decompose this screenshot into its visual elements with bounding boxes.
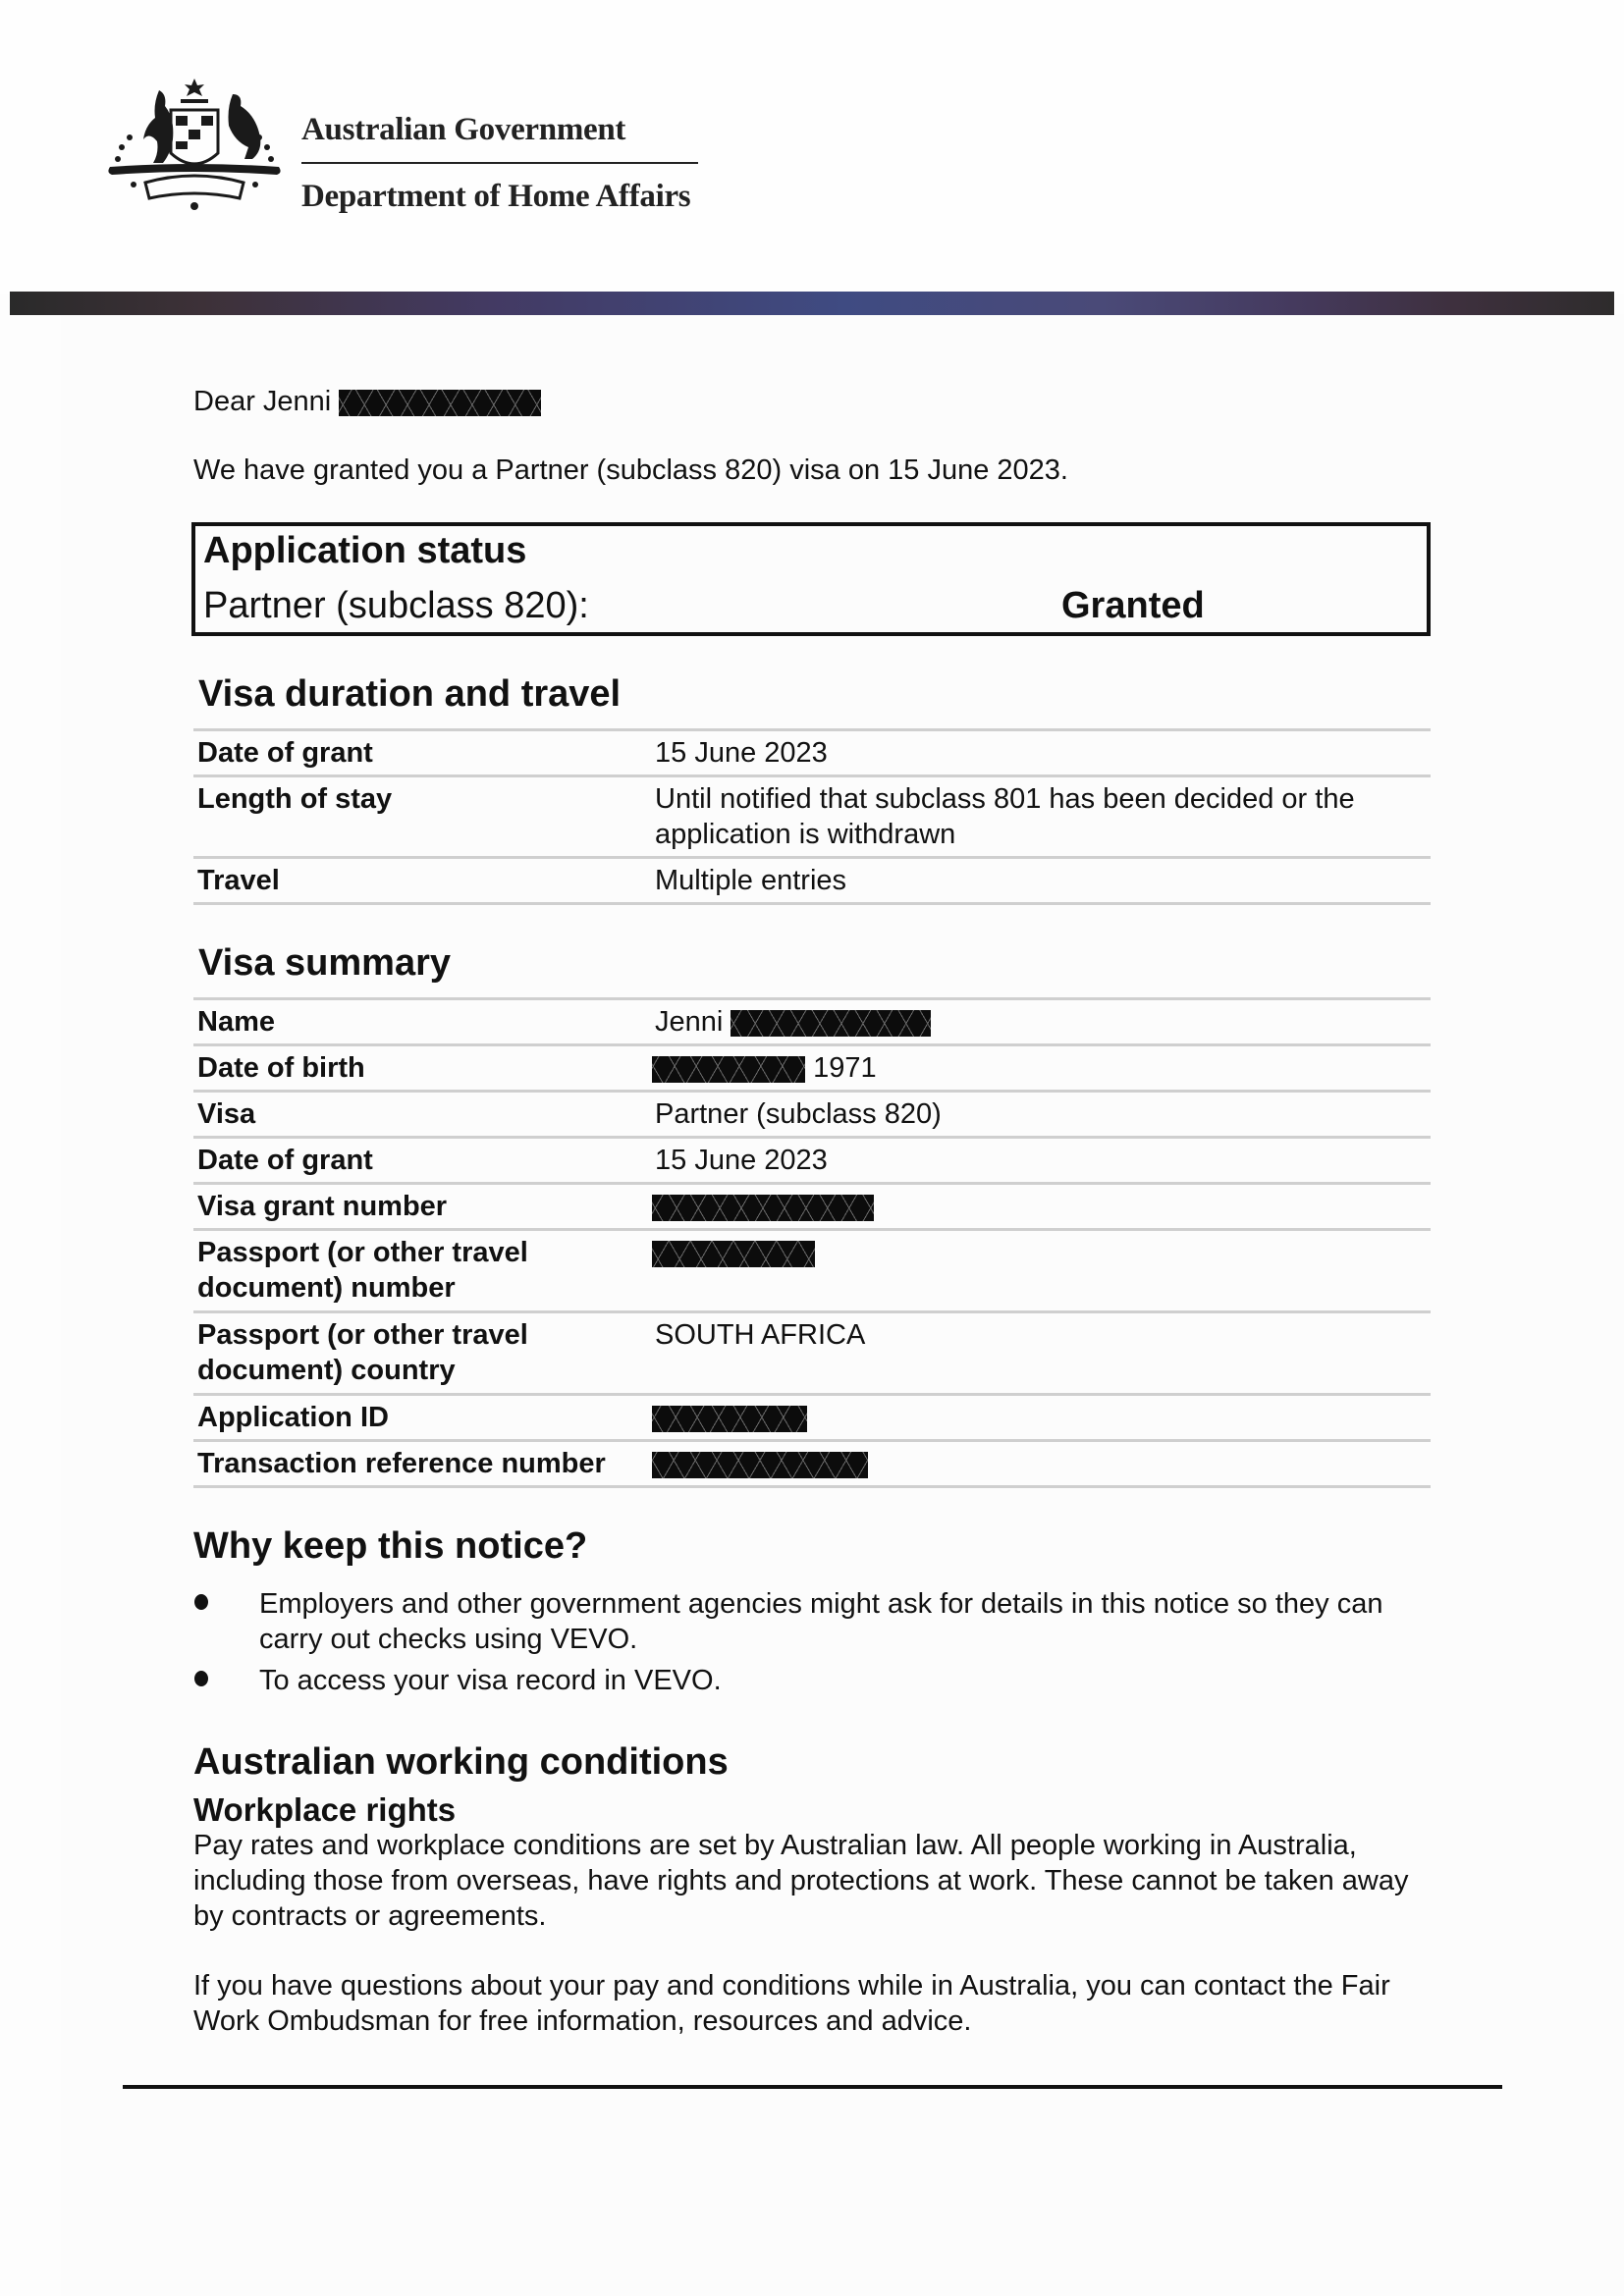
redacted-field: [652, 1195, 874, 1221]
duration-heading: Visa duration and travel: [198, 673, 622, 715]
application-status-box: [191, 522, 1431, 636]
row-value: SOUTH AFRICA: [655, 1319, 866, 1351]
row-key: Visa grant number: [197, 1191, 448, 1222]
row-key: Application ID: [197, 1402, 389, 1433]
row-key: Length of stay: [197, 783, 393, 815]
table-row: [193, 1439, 1431, 1488]
footer-divider: [123, 2085, 1502, 2089]
redacted-field: [652, 1056, 805, 1083]
redacted-surname: [339, 390, 541, 416]
row-value: 15 June 2023: [655, 1145, 828, 1176]
government-name: Australian Government: [301, 112, 626, 147]
row-value: 15 June 2023: [655, 737, 828, 769]
letterhead: [0, 0, 1624, 294]
status-title: Application status: [203, 530, 527, 571]
summary-table: [193, 997, 1431, 1488]
table-row: [193, 1090, 1431, 1136]
table-row: [193, 1393, 1431, 1439]
redacted-field: [652, 1241, 815, 1267]
row-value: [652, 1050, 1418, 1086]
table-row: [193, 856, 1431, 905]
brand-banner-bar: [10, 292, 1614, 315]
row-value: Partner (subclass 820): [655, 1098, 942, 1130]
row-key: Date of grant: [197, 1145, 373, 1176]
department-name: Department of Home Affairs: [301, 179, 691, 214]
row-value: [652, 1189, 1418, 1224]
list-item: To access your visa record in VEVO.: [259, 1665, 722, 1696]
table-row: [193, 1228, 1431, 1310]
row-key: Date of grant: [197, 737, 373, 769]
list-item: Employers and other government agencies might ask for details in this notice so they can carry out checks using VEVO.: [259, 1588, 1383, 1655]
row-value: [652, 1446, 1418, 1481]
why-keep-heading: Why keep this notice?: [193, 1525, 588, 1567]
row-key: Name: [197, 1006, 275, 1038]
name-value: Jenni: [655, 1006, 724, 1038]
greeting: Dear Jenni: [193, 386, 332, 417]
fair-work-paragraph: If you have questions about your pay and conditions while in Australia, you can contact the Fair Work Ombudsman for free information, resources and advice.: [193, 1970, 1390, 2037]
status-badge: Granted: [1061, 585, 1205, 626]
coat-of-arms-icon: [100, 77, 289, 214]
row-value: [652, 1400, 1418, 1435]
table-row: [193, 774, 1431, 856]
grant-intro: We have granted you a Partner (subclass 820) visa on 15 June 2023.: [193, 454, 1068, 486]
row-value: Multiple entries: [655, 865, 847, 896]
workplace-rights-heading: Workplace rights: [193, 1791, 457, 1828]
workplace-rights-paragraph: Pay rates and workplace conditions are set by Australian law. All people working in Australia, including those from overseas, have rights and protections at work. These cannot be taken away by contracts or agreements.: [193, 1830, 1409, 1932]
row-value: Until notified that subclass 801 has been decided or the application is withdrawn: [655, 783, 1355, 850]
row-value: [655, 1004, 1421, 1040]
duration-table: [193, 728, 1431, 905]
row-key: Travel: [197, 865, 280, 896]
table-row: [193, 1310, 1431, 1393]
greeting-line: [193, 384, 541, 419]
bullet-icon: [194, 1671, 208, 1686]
redacted-field: [731, 1010, 931, 1037]
redacted-field: [652, 1406, 807, 1432]
redacted-field: [652, 1452, 868, 1478]
summary-heading: Visa summary: [198, 942, 452, 984]
row-key: Transaction reference number: [197, 1448, 606, 1479]
status-visa-label: Partner (subclass 820):: [203, 585, 589, 626]
row-key: Passport (or other travel document) country: [197, 1319, 528, 1386]
bullet-icon: [194, 1594, 208, 1610]
table-row: [193, 1136, 1431, 1182]
table-row: [193, 997, 1431, 1043]
table-row: [193, 1043, 1431, 1090]
row-key: Visa: [197, 1098, 256, 1130]
birth-year: 1971: [813, 1052, 877, 1084]
row-value: [652, 1235, 1418, 1270]
table-row: [193, 728, 1431, 774]
working-conditions-heading: Australian working conditions: [193, 1741, 729, 1783]
row-key: Date of birth: [197, 1052, 365, 1084]
header-divider: [301, 162, 698, 164]
table-row: [193, 1182, 1431, 1228]
row-key: Passport (or other travel document) number: [197, 1237, 528, 1304]
